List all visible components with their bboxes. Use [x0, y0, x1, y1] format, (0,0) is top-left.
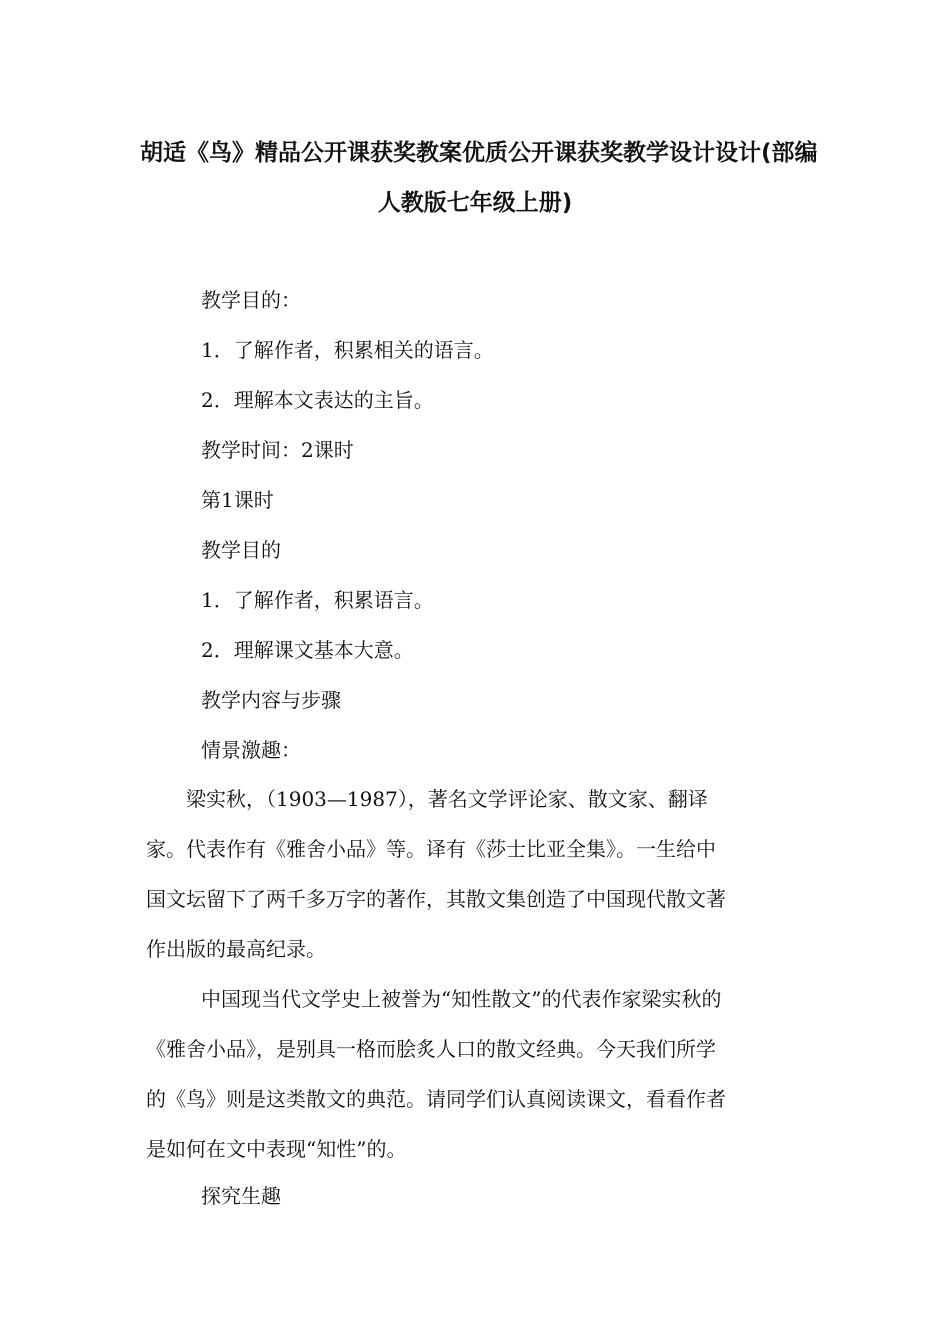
paragraph-line: 梁实秋，（1903—1987），著名文学评论家、散文家、翻译 — [186, 787, 708, 811]
objective-item-1: 1．了解作者，积累相关的语言。 — [201, 338, 494, 362]
inquiry-heading: 探究生趣 — [201, 1184, 281, 1208]
essay-intro-paragraph — [146, 974, 808, 1174]
paragraph-line: 《雅舍小品》，是别具一格而脍炙人口的散文经典。今天我们所学 — [146, 1037, 716, 1061]
teaching-time: 教学时间：2课时 — [201, 438, 354, 462]
paragraph-line: 是如何在文中表现“知性”的。 — [146, 1137, 407, 1161]
content-steps-heading: 教学内容与步骤 — [201, 688, 341, 712]
lesson-objective-item-2: 2．理解课文基本大意。 — [201, 638, 414, 662]
objectives-heading: 教学目的： — [201, 288, 301, 312]
document-title — [140, 128, 818, 228]
paragraph-line: 中国现当代文学史上被誉为“知性散文”的代表作家梁实秋的 — [201, 987, 722, 1011]
lesson-objectives-heading: 教学目的 — [201, 538, 281, 562]
paragraph-line: 的《鸟》则是这类散文的典范。请同学们认真阅读课文，看看作者 — [146, 1087, 726, 1111]
title-line-1: 胡适《鸟》精品公开课获奖教案优质公开课获奖教学设计设计(部编 — [140, 140, 818, 166]
author-intro-paragraph — [146, 774, 808, 974]
objective-item-2: 2．理解本文表达的主旨。 — [201, 388, 434, 412]
title-line-2: 人教版七年级上册) — [377, 190, 573, 216]
scenario-heading: 情景激趣： — [201, 738, 301, 762]
lesson-objective-item-1: 1．了解作者，积累语言。 — [201, 588, 434, 612]
paragraph-line: 国文坛留下了两千多万字的著作，其散文集创造了中国现代散文著 — [146, 887, 726, 911]
paragraph-line: 家。代表作有《雅舍小品》等。译有《莎士比亚全集》。一生给中 — [146, 837, 716, 861]
lesson-heading: 第1课时 — [201, 488, 274, 512]
paragraph-line: 作出版的最高纪录。 — [146, 937, 326, 961]
